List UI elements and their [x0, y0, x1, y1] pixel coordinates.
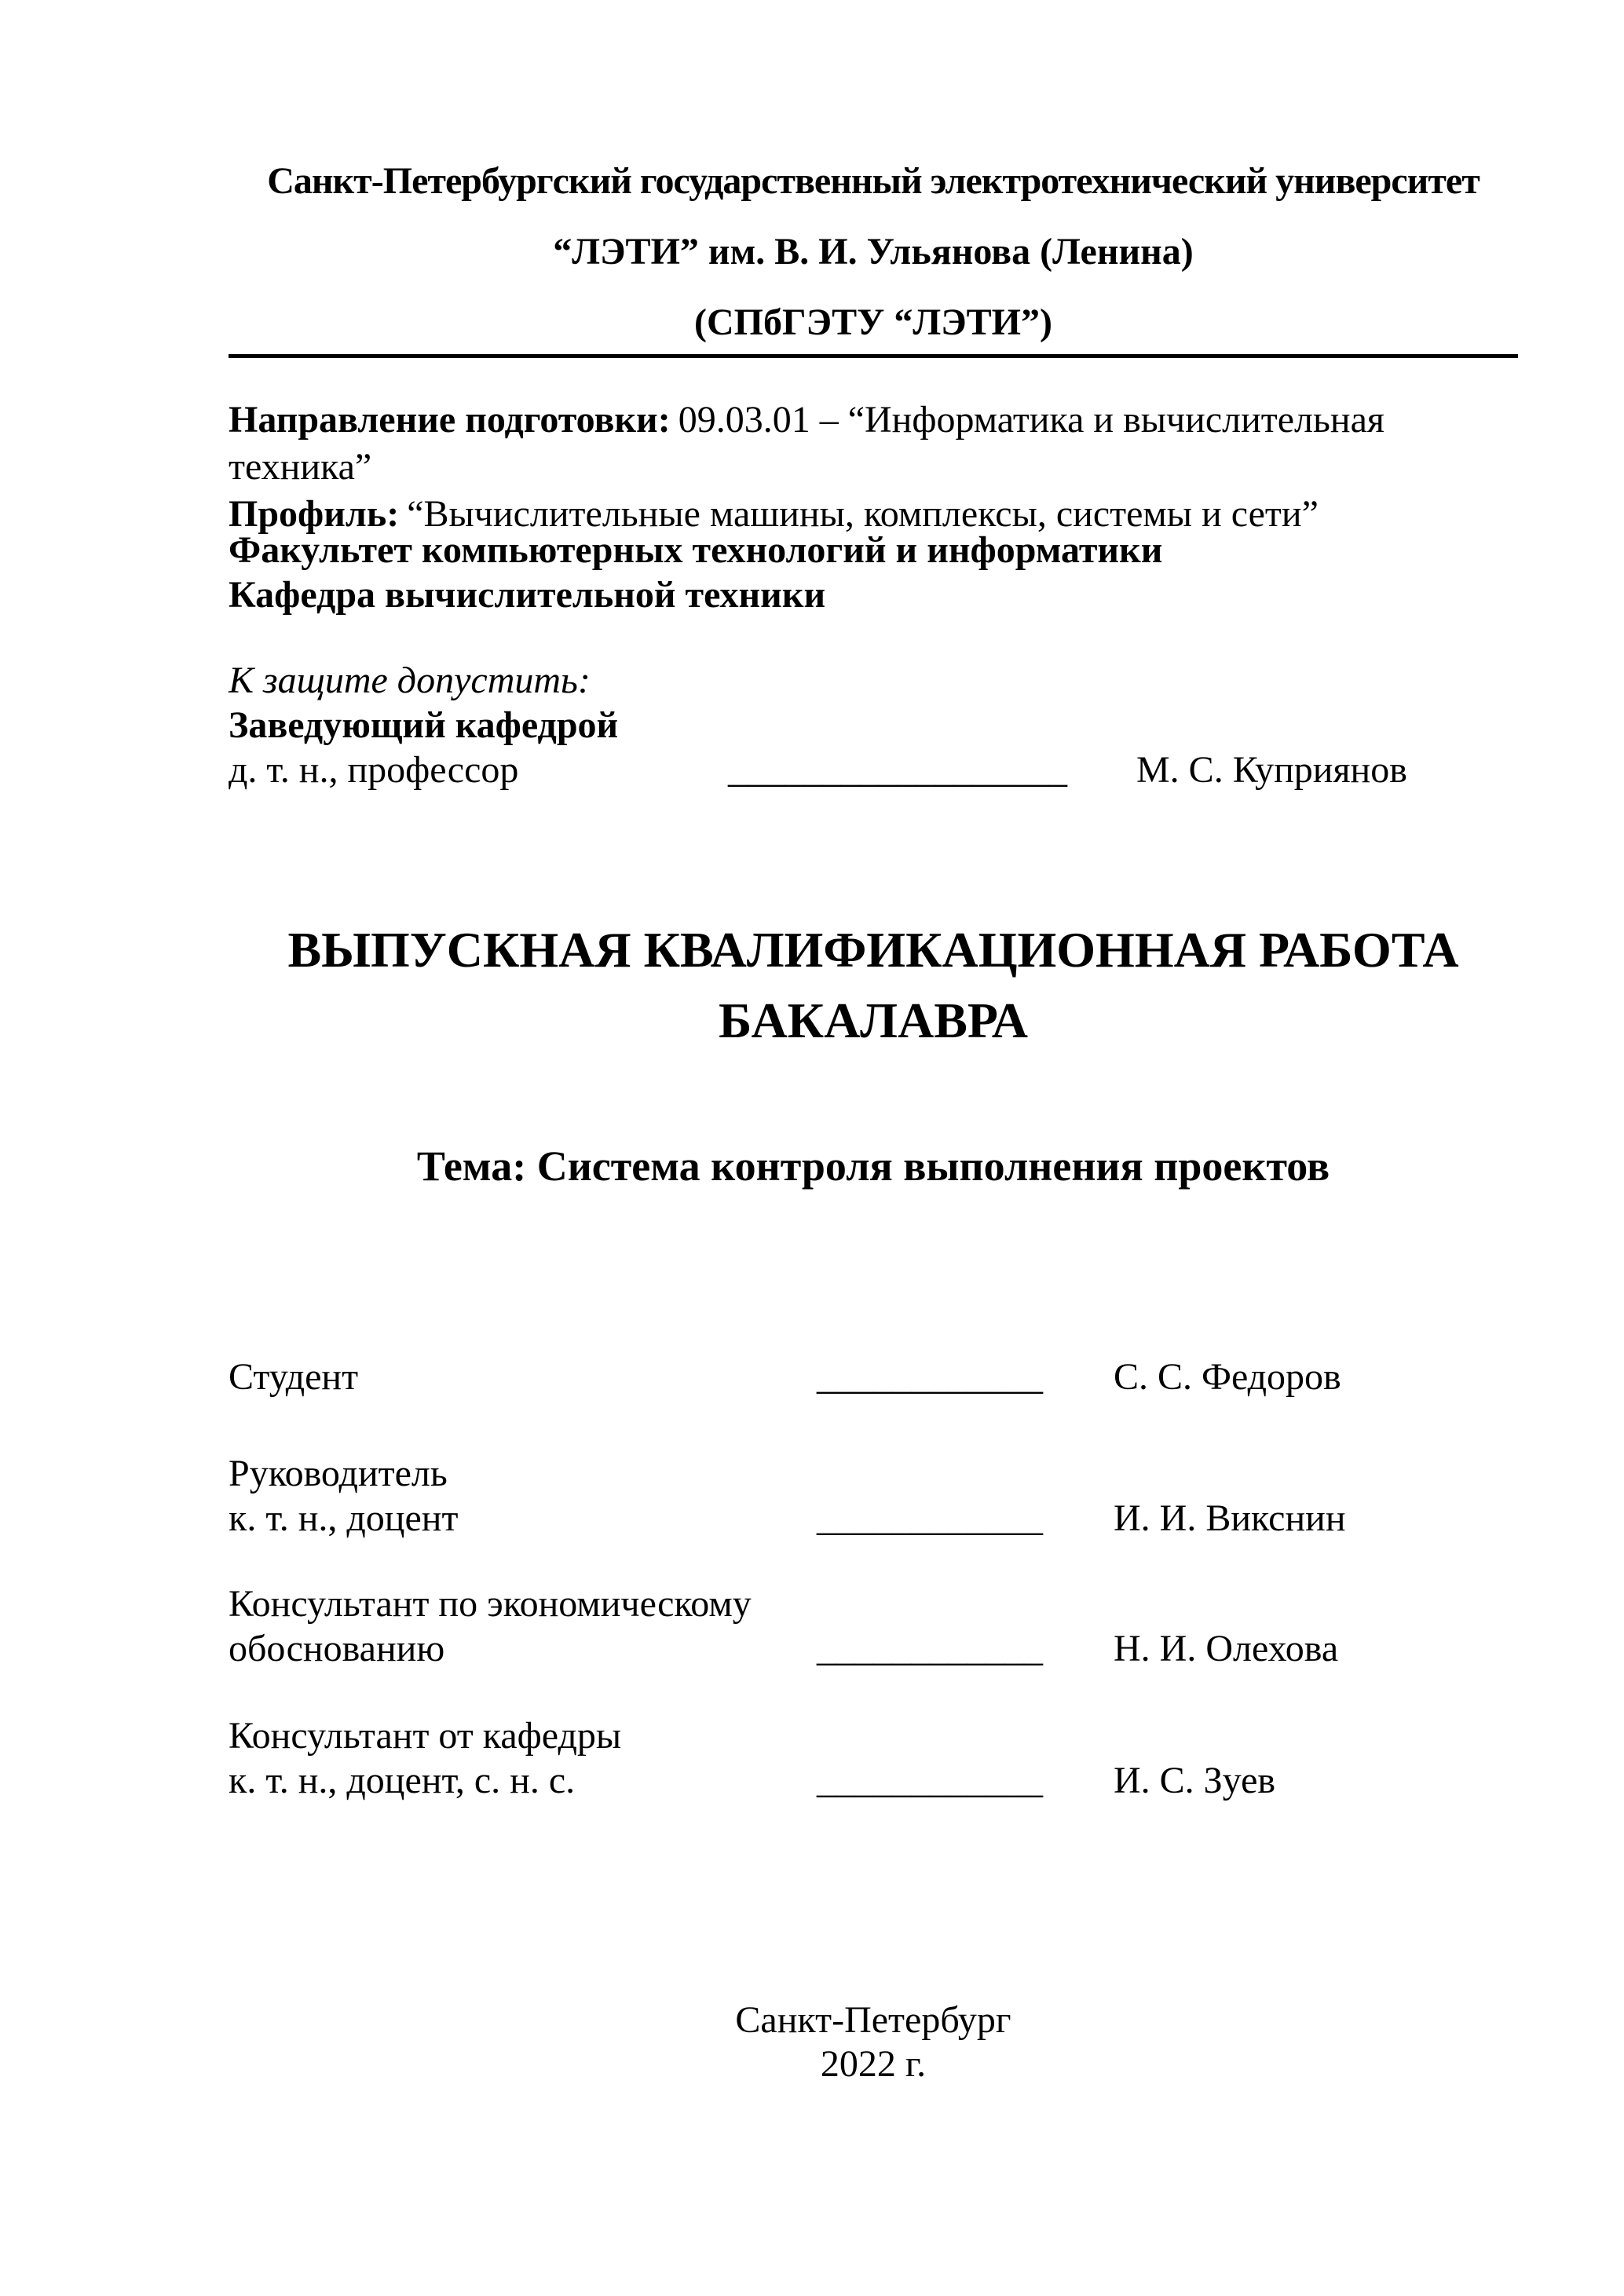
signature-row [229, 1355, 1518, 1399]
role-student: Студент [229, 1356, 359, 1398]
dept-consultant-degree: к. т. н., доцент, с. н. с. [229, 1760, 576, 1801]
signature-block-econ-consultant [229, 1581, 1518, 1671]
signature-block-student [229, 1355, 1518, 1399]
approval-signature-line: __________________ [728, 749, 1067, 791]
head-degree: д. т. н., профессор [229, 749, 519, 791]
approval-block [229, 658, 1518, 792]
university-abbreviation: (СПбГЭТУ “ЛЭТИ”) [694, 302, 1052, 343]
university-name: Санкт-Петербургский государственный электротехнический университет [267, 160, 1480, 202]
signature-block-supervisor [229, 1451, 1518, 1541]
signature-row [229, 1496, 1518, 1541]
footer-city: Санкт-Петербург [735, 1999, 1011, 2041]
direction-value: 09.03.01 – “Информатика и вычислительная техника” [229, 399, 1384, 488]
footer-year: 2022 г. [820, 2043, 927, 2085]
university-name-leti: “ЛЭТИ” им. В. И. Ульянова (Ленина) [553, 231, 1194, 272]
work-title-line2: БАКАЛАВРА [718, 993, 1029, 1048]
head-name: М. С. Куприянов [1136, 749, 1407, 791]
econ-consultant-signature-line: ____________ [817, 1628, 1043, 1669]
profile-label: Профиль: [229, 493, 400, 535]
supervisor-signature-line: ____________ [817, 1497, 1043, 1539]
role-supervisor: Руководитель [229, 1453, 448, 1494]
admit-to-defense-line: К защите допустить: [229, 660, 591, 701]
student-signature-line: ____________ [817, 1356, 1043, 1398]
dept-consultant-signature-line: ____________ [817, 1760, 1043, 1801]
role-dept-consultant: Консультант от кафедры [229, 1715, 622, 1757]
work-title [229, 915, 1518, 1056]
footer [229, 1998, 1518, 2086]
direction-label: Направление подготовки: [229, 399, 671, 441]
work-title-line1: ВЫПУСКНАЯ КВАЛИФИКАЦИОННАЯ РАБОТА [287, 922, 1459, 978]
header-divider [229, 354, 1518, 358]
program-info [229, 397, 1518, 538]
econ-consultant-role-cont: обоснованию [229, 1628, 445, 1669]
role-econ-consultant: Консультант по экономическому [229, 1583, 752, 1625]
signature-row [229, 1758, 1518, 1803]
department-name: Кафедра вычислительной техники [229, 574, 826, 616]
faculty-name: Факультет компьютерных технологий и информатики [229, 529, 1163, 571]
direction-line [229, 397, 1518, 491]
dept-consultant-name: И. С. Зуев [1114, 1760, 1276, 1801]
faculty-info [229, 528, 1518, 617]
student-name: С. С. Федоров [1114, 1356, 1341, 1398]
supervisor-degree: к. т. н., доцент [229, 1497, 459, 1539]
profile-value: “Вычислительные машины, комплексы, системы и сети” [407, 493, 1319, 535]
topic-line: Тема: Система контроля выполнения проектов [416, 1143, 1330, 1190]
head-of-department-title: Заведующий кафедрой [229, 704, 619, 746]
supervisor-name: И. И. Викснин [1114, 1497, 1346, 1539]
approval-signature-row [229, 748, 1518, 792]
university-header [229, 146, 1518, 358]
signature-block-dept-consultant [229, 1713, 1518, 1803]
econ-consultant-name: Н. И. Олехова [1114, 1628, 1339, 1669]
signature-row [229, 1626, 1518, 1671]
